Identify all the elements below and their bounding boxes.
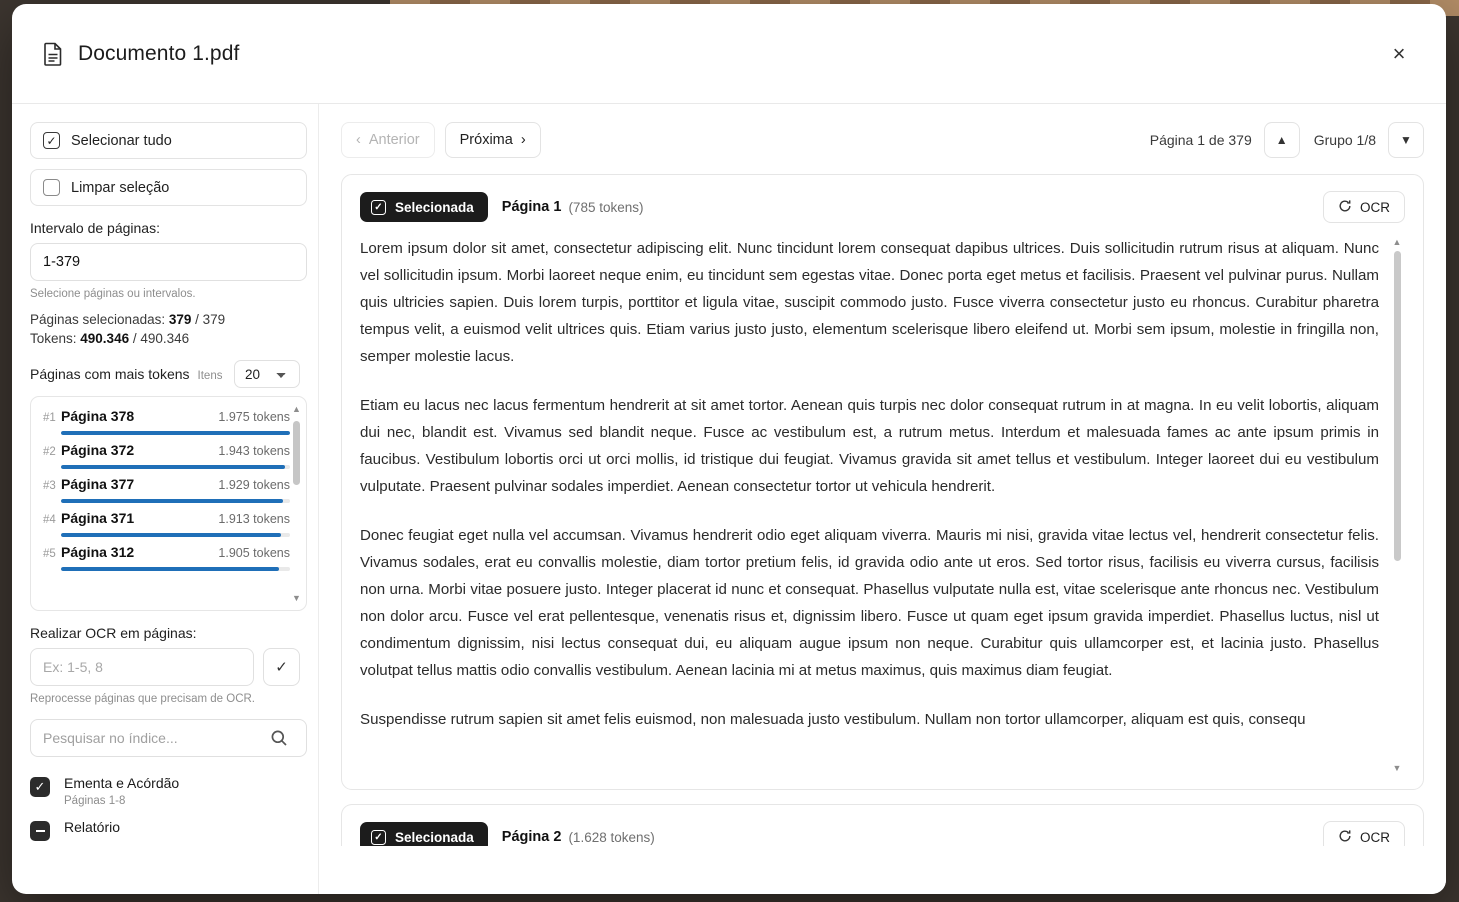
ocr-pages-input[interactable] bbox=[30, 648, 254, 686]
page-tokens-label: 1.929 tokens bbox=[218, 478, 290, 492]
top-page-row[interactable] bbox=[37, 539, 290, 573]
next-page-button[interactable] bbox=[445, 122, 541, 158]
document-icon bbox=[42, 41, 64, 67]
chevron-right-icon: › bbox=[520, 132, 526, 148]
token-bar bbox=[61, 465, 290, 469]
page-card-header bbox=[360, 821, 1405, 846]
top-tokens-label: Páginas com mais tokens bbox=[30, 365, 190, 382]
page-tokens-label: (1.628 tokens) bbox=[568, 829, 655, 845]
token-bar bbox=[61, 499, 290, 503]
page-tokens-label: 1.943 tokens bbox=[218, 444, 290, 458]
next-label: Próxima bbox=[459, 132, 513, 148]
tokens-total: / 490.346 bbox=[129, 331, 190, 346]
checkbox-icon[interactable]: ✓ bbox=[30, 777, 50, 797]
checkbox-empty-icon bbox=[43, 179, 60, 196]
selected-pages-total: / 379 bbox=[191, 312, 226, 327]
top-tokens-header bbox=[30, 360, 300, 388]
token-bar bbox=[61, 533, 290, 537]
top-page-row[interactable] bbox=[37, 437, 290, 471]
selected-pages-stat bbox=[30, 312, 300, 327]
checkbox-icon[interactable] bbox=[30, 821, 50, 841]
page-selected-toggle[interactable] bbox=[360, 192, 488, 222]
top-page-row[interactable] bbox=[37, 505, 290, 539]
index-item-title: Relatório bbox=[64, 819, 121, 835]
top-pages-list bbox=[30, 396, 307, 611]
group-indicator: Grupo 1/8 bbox=[1313, 132, 1376, 148]
paragraph: Donec feugiat eget nulla vel accumsan. Vivamus hendrerit odio eget aliquam viverra. Mauris mi nisi, gravida vitae lectus vel, hendrerit consectetur felis. Vivamus sodales, erat eu convallis molestie, diam tortor pretium felis, id gravida odio ante ut eros. Sed tortor risus, facilisis eu viverra cursus, facilisis non urna. Morbi vitae posuere justo. Integer placerat id nunc et consequat. Phasellus vulputate nulla est, vitae scelerisque ante rhoncus nec. Vestibulum non dolor arcu. Fusce vel erat pellentesque, venenatis risus et, dignissim libero. Fusce ut quam eget ipsum gravida imperdiet. Phasellus luctus, nisl ut condimentum dignissim, nisi lectus consequat dui, eu aliquam augue ipsum non neque. Curabitur quis ullamcorper est, et lacinia justo. Phasellus volutpat tellus mattis odio convallis vestibulum. Aenean lacinia mi at metus maximus, quis maximus diam feugiat. bbox=[360, 527, 1379, 679]
page-tokens-label: 1.905 tokens bbox=[218, 546, 290, 560]
main-toolbar bbox=[341, 122, 1424, 158]
tokens-value: 490.346 bbox=[80, 331, 130, 346]
selected-pages-value: 379 bbox=[168, 312, 192, 327]
page-tokens-label: 1.975 tokens bbox=[218, 410, 290, 424]
page-name-label: Página 377 bbox=[61, 476, 135, 492]
refresh-icon bbox=[1338, 829, 1352, 846]
top-page-row[interactable] bbox=[37, 471, 290, 505]
page-name-label: Página 372 bbox=[61, 442, 135, 458]
document-modal bbox=[12, 4, 1446, 894]
paragraph: Lorem ipsum dolor sit amet, consectetur adipiscing elit. Nunc tincidunt lorem consequat dapibus ultrices. Duis sollicitudin rutrum risus at aliquam. Nunc vel sollicitudin ipsum. Morbi laoreet neque enim, eu tincidunt sem egestas vitae. Donec porta eget metus et facilisis. Praesent vel pulvinar purus. Nullam quis ultricies sapien. Duis lorem turpis, porttitor et ligula vitae, suscipit commodo justo. Fusce viverra consectetur justo eu rhoncus. Curabitur pharetra tempus velit, a euismod velit ultrices quis. Etiam varius justo justo, elementum scelerisque libero eleifend ut. Morbi sem ipsum, molestie in fringilla non, semper molestie lacus. bbox=[360, 240, 1379, 365]
token-bar bbox=[61, 431, 290, 435]
selected-label: Selecionada bbox=[395, 829, 474, 845]
sidebar bbox=[12, 104, 319, 894]
clear-selection-button[interactable] bbox=[30, 169, 307, 206]
page-range-hint: Selecione páginas ou intervalos. bbox=[30, 288, 196, 300]
ocr-button[interactable] bbox=[1323, 821, 1405, 846]
ocr-button[interactable] bbox=[1323, 191, 1405, 223]
rank-label: #4 bbox=[43, 514, 56, 526]
tokens-prefix: Tokens: bbox=[30, 331, 81, 346]
page-card bbox=[341, 804, 1424, 846]
ocr-pages-label: Realizar OCR em páginas: bbox=[30, 625, 197, 641]
page-tokens-label: 1.913 tokens bbox=[218, 512, 290, 526]
index-search-input[interactable] bbox=[30, 719, 307, 757]
search-icon bbox=[270, 729, 288, 747]
scroll-down-icon[interactable]: ▼ bbox=[292, 593, 301, 603]
selected-label: Selecionada bbox=[395, 199, 474, 215]
page-text-content bbox=[360, 235, 1405, 775]
rank-label: #3 bbox=[43, 480, 56, 492]
page-name-label: Página 371 bbox=[61, 510, 135, 526]
ocr-hint: Reprocesse páginas que precisam de OCR. bbox=[30, 693, 256, 705]
index-item[interactable] bbox=[30, 769, 300, 813]
selected-pages-prefix: Páginas selecionadas: bbox=[30, 312, 169, 327]
page-text-scrollbar[interactable] bbox=[1391, 235, 1403, 775]
tokens-stat bbox=[30, 331, 300, 346]
page-card bbox=[341, 174, 1424, 790]
previous-page-button[interactable] bbox=[341, 122, 435, 158]
scroll-up-icon[interactable]: ▲ bbox=[292, 404, 301, 414]
page-title: Documento 1.pdf bbox=[78, 41, 240, 65]
refresh-icon bbox=[1338, 199, 1352, 216]
close-icon[interactable]: × bbox=[1382, 37, 1416, 71]
ocr-label: OCR bbox=[1360, 829, 1390, 845]
page-number-label: Página 1 bbox=[501, 199, 562, 215]
scroll-up-icon[interactable]: ▲ bbox=[1392, 237, 1402, 247]
paragraph: Etiam eu lacus nec lacus fermentum hendrerit at sit amet tortor. Aenean quis turpis nec dolor consequat rutrum in at magna. In eu velit lobortis, aliquam dui nec, blandit est. Vivamus sed blandit neque. Fusce ac vestibulum est, a rutrum metus. Interdum et malesuada fames ac ante ipsum primis in faucibus. Vestibulum lobortis orci ut orci mollis, id tristique dui feugiat. Vivamus gravida sit amet tellus et vestibulum. Integer laoreet dui eu vestibulum vulputate. Praesent pulvinar sodales imperdiet. Aenean consectetur tortor ut vehicula hendrerit. bbox=[360, 397, 1379, 495]
chevron-up-icon[interactable]: ▲ bbox=[1264, 122, 1300, 158]
scroll-down-icon[interactable]: ▼ bbox=[1392, 763, 1402, 773]
page-name-label: Página 312 bbox=[61, 544, 135, 560]
paragraph: Suspendisse rutrum sapien sit amet felis euismod, non malesuada justo vestibulum. Nullam non tortor ullamcorper, aliquam est quis, consequ bbox=[360, 711, 1306, 728]
checkbox-icon: ✓ bbox=[371, 830, 386, 845]
itens-label: Itens bbox=[197, 369, 223, 382]
checkbox-icon: ✓ bbox=[43, 132, 60, 149]
chevron-left-icon: ‹ bbox=[356, 132, 361, 148]
ocr-confirm-button[interactable]: ✓ bbox=[263, 648, 300, 686]
page-range-label: Intervalo de páginas: bbox=[30, 220, 160, 236]
main-panel bbox=[319, 104, 1446, 894]
checkbox-icon: ✓ bbox=[371, 200, 386, 215]
rank-label: #1 bbox=[43, 412, 56, 424]
token-bar bbox=[61, 567, 290, 571]
index-list bbox=[30, 769, 300, 847]
top-pages-scrollbar[interactable] bbox=[292, 403, 301, 604]
previous-label: Anterior bbox=[368, 132, 420, 148]
clear-selection-label: Limpar seleção bbox=[71, 179, 170, 196]
select-all-button[interactable] bbox=[30, 122, 307, 159]
chevron-down-icon[interactable]: ▼ bbox=[1388, 122, 1424, 158]
itens-select[interactable] bbox=[234, 360, 300, 388]
page-card-header bbox=[360, 191, 1405, 223]
scrollbar-thumb[interactable] bbox=[1394, 251, 1401, 561]
index-item[interactable] bbox=[30, 813, 300, 847]
scrollbar-thumb[interactable] bbox=[293, 421, 300, 485]
page-tokens-label: (785 tokens) bbox=[568, 199, 644, 215]
page-selected-toggle[interactable] bbox=[360, 822, 488, 846]
rank-label: #2 bbox=[43, 446, 56, 458]
index-item-title: Ementa e Acórdão bbox=[64, 775, 180, 791]
page-name-label: Página 378 bbox=[61, 408, 135, 424]
page-number-label: Página 2 bbox=[501, 829, 562, 845]
page-indicator: Página 1 de 379 bbox=[1149, 132, 1252, 148]
index-item-subtitle: Páginas 1-8 bbox=[64, 795, 126, 807]
select-all-label: Selecionar tudo bbox=[71, 132, 172, 149]
page-range-input[interactable] bbox=[30, 243, 307, 281]
ocr-label: OCR bbox=[1360, 199, 1390, 215]
modal-header bbox=[12, 4, 1446, 104]
top-page-row[interactable] bbox=[37, 403, 290, 437]
rank-label: #5 bbox=[43, 548, 56, 560]
